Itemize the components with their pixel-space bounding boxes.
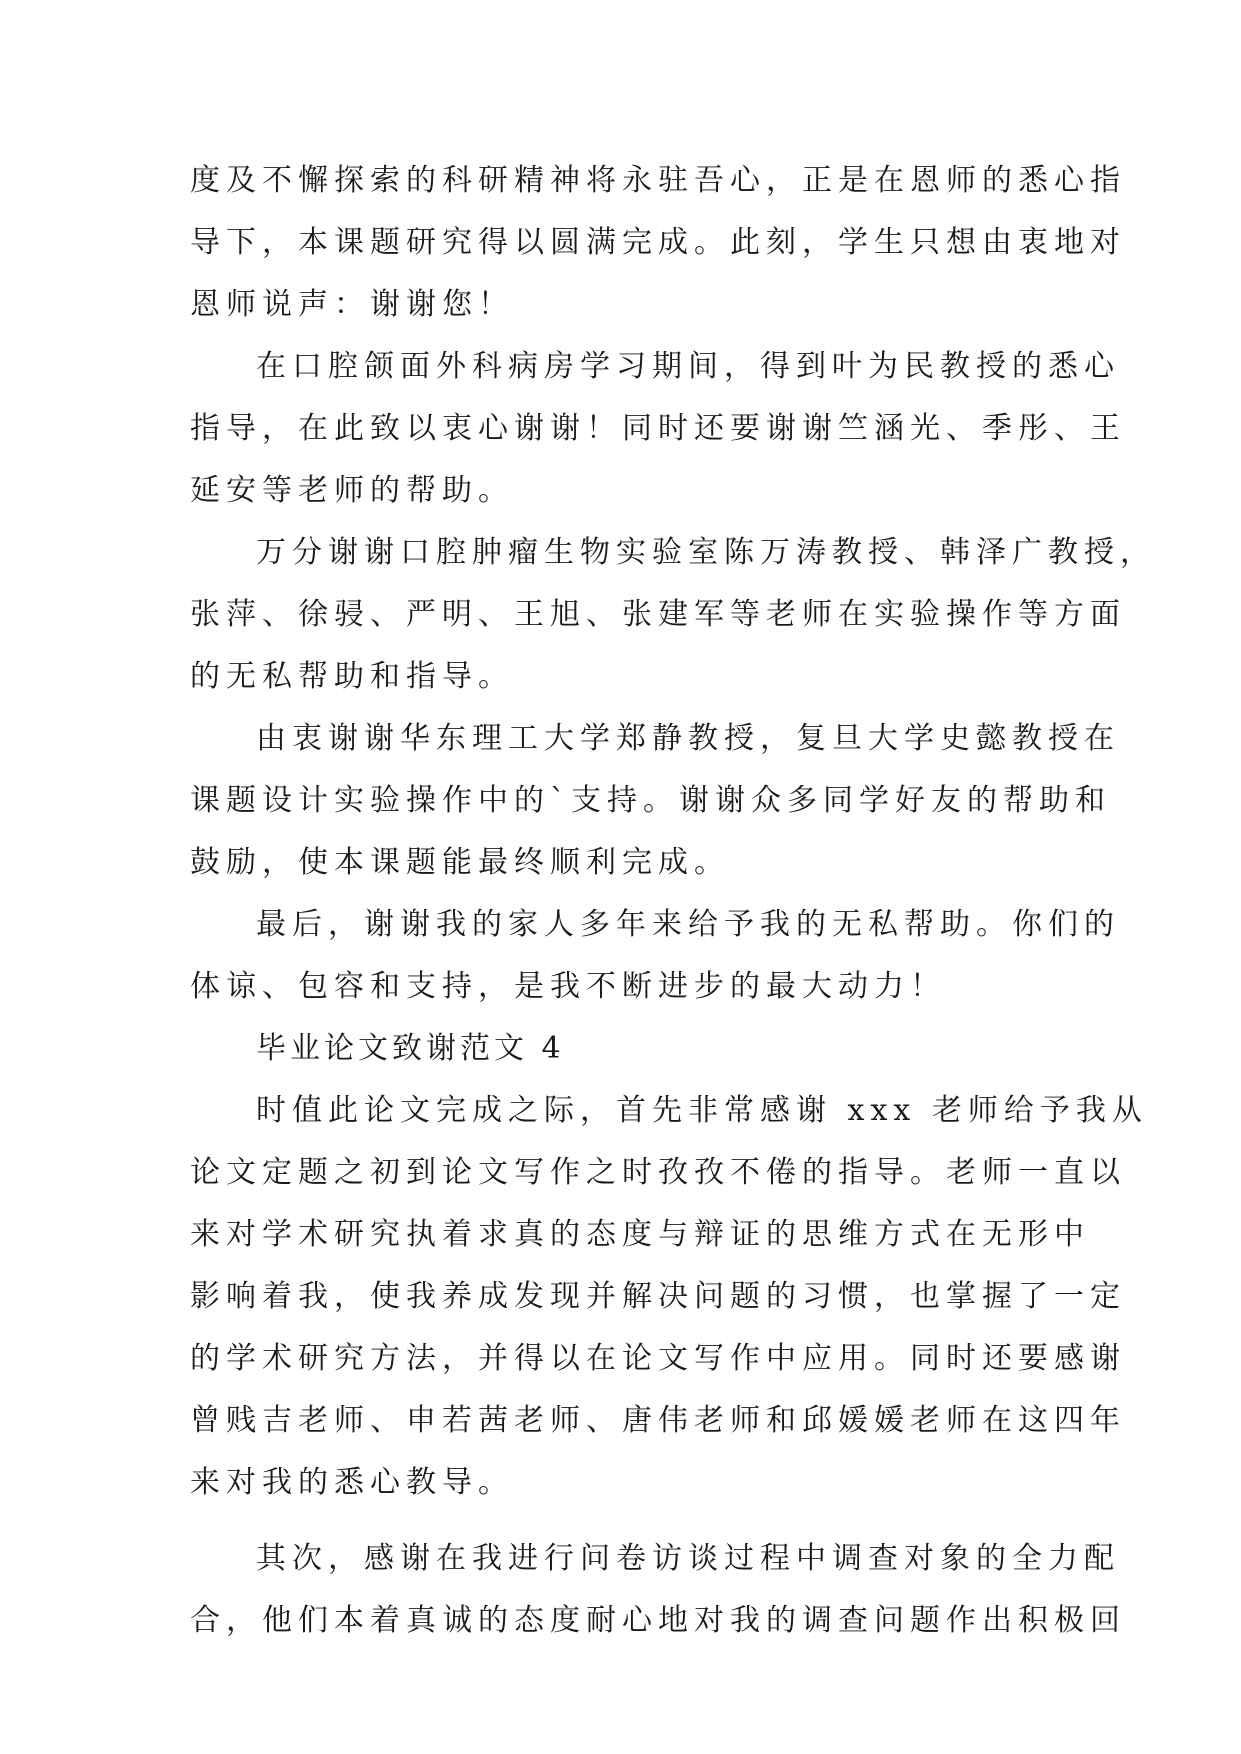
paragraph-gap [190,1514,1052,1528]
section-heading: 毕业论文致谢范文 4 [256,1031,565,1066]
paragraph-start-line: 时值此论文完成之际，首先非常感谢 xxx 老师给予我从 [256,1093,1148,1128]
text-line: 论文定题之初到论文写作之时孜孜不倦的指导。老师一直以 [190,1155,1126,1190]
text-line: 延安等老师的帮助。 [190,473,514,508]
paragraph-start-line: 在口腔颌面外科病房学习期间，得到叶为民教授的悉心 [256,349,1120,384]
text-line: 恩师说声：谢谢您！ [190,287,514,322]
text-line: 课题设计实验操作中的`支持。谢谢众多同学好友的帮助和 [190,783,1111,818]
text-line: 指导，在此致以衷心谢谢！同时还要谢谢竺涵光、季彤、王 [190,411,1126,446]
text-line: 鼓励，使本课题能最终顺利完成。 [190,845,730,880]
text-line: 来对我的悉心教导。 [190,1465,514,1500]
text-line: 的学术研究方法，并得以在论文写作中应用。同时还要感谢 [190,1341,1126,1376]
paragraph-start-line: 最后，谢谢我的家人多年来给予我的无私帮助。你们的 [256,907,1120,942]
paragraph-start-line: 万分谢谢口腔肿瘤生物实验室陈万涛教授、韩泽广教授， [256,535,1156,570]
paragraph-start-line: 其次，感谢在我进行问卷访谈过程中调查对象的全力配 [256,1541,1120,1576]
text-line: 张萍、徐骎、严明、王旭、张建军等老师在实验操作等方面 [190,597,1126,632]
text-line: 体谅、包容和支持，是我不断进步的最大动力！ [190,969,946,1004]
text-line: 来对学术研究执着求真的态度与辩证的思维方式在无形中 [190,1217,1090,1252]
text-line: 度及不懈探索的科研精神将永驻吾心，正是在恩师的悉心指 [190,163,1126,198]
text-line: 曾贱吉老师、申若茜老师、唐伟老师和邱媛媛老师在这四年 [190,1403,1126,1438]
text-line: 影响着我，使我养成发现并解决问题的习惯，也掌握了一定 [190,1279,1126,1314]
text-line: 导下，本课题研究得以圆满完成。此刻，学生只想由衷地对 [190,225,1126,260]
text-line: 合，他们本着真诚的态度耐心地对我的调查问题作出积极回 [190,1603,1126,1638]
text-line: 的无私帮助和指导。 [190,659,514,694]
document-body [190,150,1156,1652]
paragraph-start-line: 由衷谢谢华东理工大学郑静教授，复旦大学史懿教授在 [256,721,1120,756]
